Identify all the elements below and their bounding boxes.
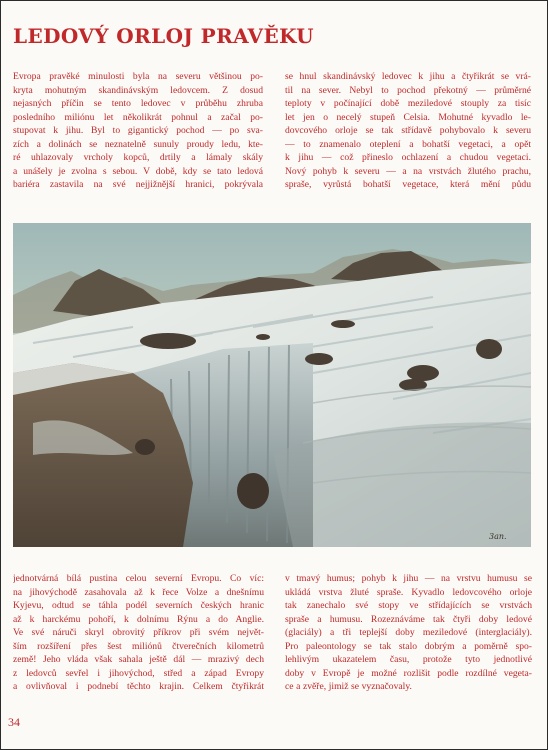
text-line: dovcového orloje se tak střídavě pohybovalo k severu: [285, 125, 531, 137]
page-title: LEDOVÝ ORLOJ PRAVĚKU: [13, 24, 315, 48]
text-line: a unášely je zvolna s sebou. V době, kdy se tato ledová: [13, 165, 263, 177]
text-line: k jihu — což přineslo ochlazení a chudou vegetaci.: [285, 152, 531, 164]
text-line: země! Jeho vláda však sahala ještě dál — mrazivý dech: [13, 654, 264, 666]
text-line: z ledovců sevřel i jihovýchod, střed a západ Evropy: [13, 667, 264, 679]
text-line: na jihovýchodě zasahovala až k řece Volze a dnešnímu: [13, 586, 264, 598]
text-line: Ve své náruči skryl obrovitý příkrov při svém největ-: [13, 627, 264, 639]
text-line: (glaciály) a tři teplejší doby meziledové (interglaciály).: [285, 627, 532, 639]
text-line: až k harckému pohoří, k dolnímu Rýnu a do Anglie.: [13, 613, 264, 625]
text-line: ším rozšíření přes šest miliónů čtverečních kilometrů: [13, 640, 264, 652]
text-line: jednotvárná bílá pustina celou severní Evropu. Co víc:: [13, 573, 264, 584]
text-column-bottom-left: [13, 572, 264, 694]
text-column-top-left: [13, 70, 263, 192]
boulder: [407, 365, 439, 381]
boulder: [331, 320, 355, 328]
boulder: [135, 439, 155, 455]
text-line: ce a zvěře, jimiž se vyznačovaly.: [285, 681, 412, 693]
text-line: nejasných příčin se tento ledovec v průběhu zhruba: [13, 98, 263, 110]
glacier-illustration: [13, 223, 531, 547]
text-line: spraše, vyrůstá bohatší vegetace, která mění půdu: [285, 179, 531, 191]
text-line: spraše a humusu. Rozeznáváme tak čtyři doby ledové: [285, 613, 532, 625]
page-number: 34: [8, 715, 20, 729]
text-line: Pro paleontology se tak stalo dobrým a poměrně spo-: [285, 640, 532, 652]
text-line: tak zanechalo své stopy ve střídajících se vrstvách: [285, 600, 532, 612]
text-line: Kyjevu, odtud se táhla podél severních českých hranic: [13, 600, 264, 612]
boulder: [305, 353, 333, 365]
text-column-bottom-right: [285, 572, 532, 694]
text-line: se hnul skandinávský ledovec k jihu a čtyřikrát se vrá-: [285, 71, 531, 82]
text-line: Evropa pravěké minulosti byla na severu většinou po-: [13, 71, 263, 82]
glacier-painting: [13, 223, 531, 547]
text-line: bariéra zastavila na své nejjižnější hranici, pokrývala: [13, 179, 263, 191]
boulder: [476, 339, 502, 359]
text-line: a ovlivňoval i podnebí těchto krajin. Celkem čtyřikrát: [13, 681, 264, 693]
text-line: posledního miliónu let několikrát pohnul a začal po-: [13, 111, 263, 123]
text-line: til na sever. Nebyl to pochod překotný — průměrné: [285, 84, 531, 96]
text-column-top-right: [285, 70, 531, 192]
text-line: stupovat k jihu. Byl to gigantický pochod — po sva-: [13, 125, 263, 137]
text-line: kryta mohutným skandinávským ledovcem. Z dosud: [13, 84, 263, 96]
text-line: Nový pohyb k severu — a na vrstvách žlutého prachu,: [285, 165, 531, 177]
text-line: — to znamenalo oteplení a bohatší vegetaci, a opět: [285, 138, 531, 150]
boulder: [140, 333, 196, 349]
painter-signature: 3an.: [489, 532, 507, 541]
text-line: zích a dolinách se neznatelně sunuly proudy ledu, kte-: [13, 138, 263, 150]
text-line: teploty v počínající době meziledové stouply za tisíc: [285, 98, 531, 110]
text-line: ukládá vrstva žluté spraše. Kyvadlo ledovcového orloje: [285, 586, 532, 598]
text-line: v tmavý humus; pohyb k jihu — na vrstvu humusu se: [285, 573, 532, 584]
boulder: [237, 473, 269, 509]
text-line: let jen o necelý stupeň Celsia. Mohutné kyvadlo le-: [285, 111, 531, 123]
text-line: doby v Evropě je možné rozlišit podle rozdílné vegeta-: [285, 667, 532, 679]
text-line: lehlivým ukazatelem času, protože tyto jednotlivé: [285, 654, 532, 666]
text-line: ré uhlazovaly vrcholy kopců, drtily a lámaly skály: [13, 152, 263, 164]
boulder: [256, 334, 270, 340]
